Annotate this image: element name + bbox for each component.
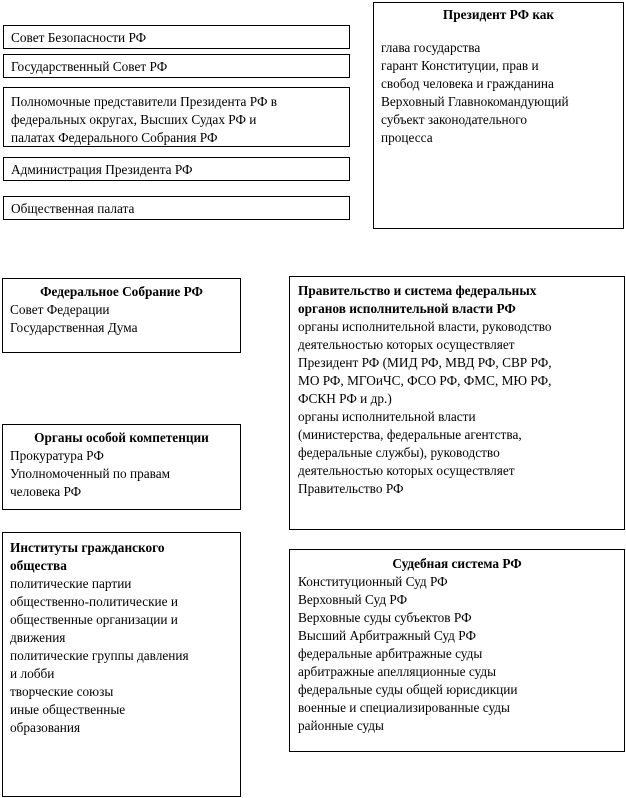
plenipotentiaries-line: палатах Федерального Собрания РФ (11, 130, 218, 145)
government-line: деятельностью которых осуществляет (298, 337, 515, 352)
plenipotentiaries-line: Полномочные представители Президента РФ в (11, 94, 278, 109)
government-line: Президент РФ (МИД РФ, МВД РФ, СВР РФ, (298, 355, 552, 370)
civil-society-title: Институты гражданского (10, 540, 165, 555)
administration-label: Администрация Президента РФ (11, 162, 193, 177)
government-box (289, 276, 625, 530)
civil-society-line: общественные организации и (10, 612, 178, 627)
civil-society-line: творческие союзы (10, 684, 114, 699)
state-council-label: Государственный Совет РФ (11, 59, 168, 74)
civil-society-line: общественно-политические и (10, 594, 179, 609)
special-bodies-box (2, 424, 241, 510)
president-role: Верховный Главнокомандующий (381, 94, 569, 109)
judicial-line: федеральные суды общей юрисдикции (298, 682, 518, 697)
government-line: федеральные службы), руководство (298, 445, 500, 460)
civil-society-line: иные общественные (10, 702, 126, 717)
federal-assembly-item: Государственная Дума (10, 320, 138, 335)
president-role: субъект законодательного (381, 112, 528, 127)
president-role: процесса (381, 130, 433, 145)
federal-assembly-item: Совет Федерации (10, 302, 110, 317)
civil-society-line: движения (10, 630, 66, 645)
security-council-label: Совет Безопасности РФ (11, 30, 147, 45)
civil-society-line: политические группы давления (10, 648, 189, 663)
plenipotentiaries-box (3, 87, 350, 147)
security-council-box (3, 25, 350, 49)
judicial-line: арбитражные апелляционные суды (298, 664, 497, 679)
judicial-line: районные суды (298, 718, 384, 733)
president-role: свобод человека и гражданина (381, 76, 554, 91)
civil-society-box (2, 532, 241, 797)
special-bodies-line: человека РФ (10, 484, 82, 499)
president-box (373, 2, 624, 229)
government-line: Правительство РФ (298, 481, 404, 496)
federal-assembly-box (2, 278, 241, 353)
government-line: органы исполнительной власти (298, 409, 476, 424)
government-line: ФСКН РФ и др.) (298, 391, 392, 406)
judicial-line: Верховные суды субъектов РФ (298, 610, 472, 625)
special-bodies-line: Уполномоченный по правам (10, 466, 171, 481)
government-line: (министерства, федеральные агентства, (298, 427, 522, 442)
special-bodies-line: Прокуратура РФ (10, 448, 104, 463)
judicial-line: Верховный Суд РФ (298, 592, 408, 607)
civil-society-line: и лобби (10, 666, 55, 681)
judicial-line: федеральные арбитражные суды (298, 646, 483, 661)
judicial-title: Судебная система РФ (392, 556, 522, 571)
judicial-line: Конституционный Суд РФ (298, 574, 448, 589)
president-role: глава государства (381, 40, 481, 55)
public-chamber-label: Общественная палата (11, 201, 135, 216)
government-title: Правительство и система федеральных (298, 283, 537, 298)
public-chamber-box (3, 196, 350, 220)
civil-society-line: образования (10, 720, 81, 735)
federal-assembly-title: Федеральное Собрание РФ (40, 284, 203, 299)
government-title: органов исполнительной власти РФ (298, 301, 516, 316)
plenipotentiaries-line: федеральных округах, Высших Судах РФ и (11, 112, 257, 127)
administration-box (3, 157, 350, 181)
judicial-line: военные и специализированные суды (298, 700, 510, 715)
judicial-line: Высший Арбитражный Суд РФ (298, 628, 476, 643)
judicial-box (289, 549, 625, 752)
president-title: Президент РФ как (442, 7, 555, 22)
government-line: органы исполнительной власти, руководство (298, 319, 552, 334)
government-line: деятельностью которых осуществляет (298, 463, 515, 478)
civil-society-title: общества (10, 558, 67, 573)
special-bodies-title: Органы особой компетенции (34, 430, 209, 445)
civil-society-line: политические партии (10, 576, 132, 591)
government-line: МО РФ, МГОиЧС, ФСО РФ, ФМС, МЮ РФ, (298, 373, 552, 388)
president-role: гарант Конституции, прав и (381, 58, 539, 73)
state-council-box (3, 54, 350, 78)
